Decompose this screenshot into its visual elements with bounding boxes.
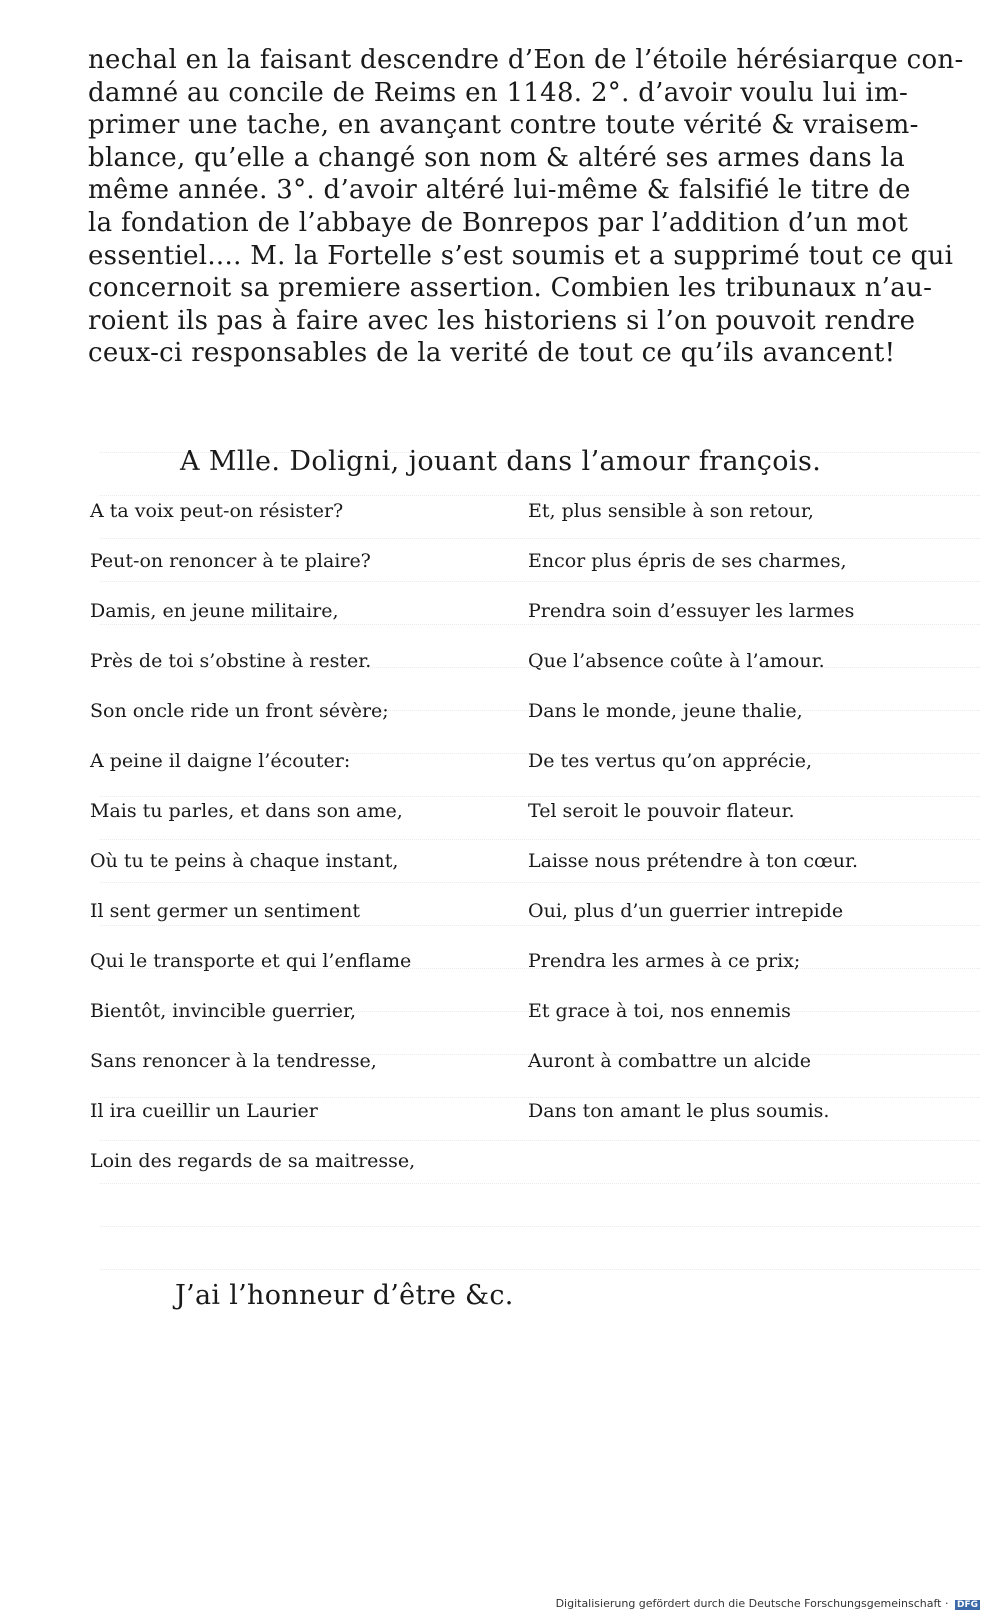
verse-line: Où tu te peins à chaque instant, (90, 850, 399, 872)
verse-line: Prendra les armes à ce prix; (528, 950, 801, 972)
verse-line: Laisse nous prétendre à ton cœur. (528, 850, 859, 872)
verse-line: Oui, plus d’un guerrier intrepide (528, 900, 844, 922)
verse-line: Il ira cueillir un Laurier (90, 1100, 318, 1122)
verse-line: Dans le monde, jeune thalie, (528, 700, 803, 722)
prose-line: roient ils pas à faire avec les historiens si l’on pouvoit rendre (88, 305, 916, 336)
verse-line: Il sent germer un sentiment (90, 900, 360, 922)
prose-line: la fondation de l’abbaye de Bonrepos par l’addition d’un mot (88, 207, 909, 238)
verse-line: Damis, en jeune militaire, (90, 600, 339, 622)
show-through-stripe (100, 1227, 980, 1270)
verse-line: Sans renoncer à la tendresse, (90, 1050, 377, 1072)
prose-line: blance, qu’elle a changé son nom & altéré ses armes dans la (88, 142, 906, 173)
verse-line: Dans ton amant le plus soumis. (528, 1100, 830, 1122)
verse-line: Son oncle ride un front sévère; (90, 700, 389, 722)
show-through-text (100, 410, 980, 1270)
prose-line: concernoit sa premiere assertion. Combien les tribunaux n’au- (88, 273, 933, 304)
prose-paragraph (88, 44, 964, 370)
credit-text: Digitalisierung gefördert durch die Deutsche Forschungsgemeinschaft · (555, 1597, 949, 1610)
verse-line: Mais tu parles, et dans son ame, (90, 800, 403, 822)
show-through-stripe (100, 1184, 980, 1227)
prose-line: essentiel.... M. la Fortelle s’est soumis et a supprimé tout ce qui (88, 240, 954, 271)
verse-line: A ta voix peut-on résister? (90, 500, 344, 522)
prose-line: damné au concile de Reims en 1148. 2°. d’avoir voulu lui im- (88, 77, 909, 108)
prose-line: ceux-ci responsables de la verité de tout ce qu’ils avancent! (88, 338, 896, 369)
verse-line: Et grace à toi, nos ennemis (528, 1000, 791, 1022)
verse-line: Peut-on renoncer à te plaire? (90, 550, 371, 572)
verse-line: A peine il daigne l’écouter: (90, 750, 351, 772)
verse-line: De tes vertus qu’on apprécie, (528, 750, 813, 772)
verse-line: Auront à combattre un alcide (528, 1050, 812, 1072)
dfg-logo: DFG (956, 1600, 978, 1610)
verse-line: Bientôt, invincible guerrier, (90, 1000, 357, 1022)
poem-title: A Mlle. Doligni, jouant dans l’amour françois. (180, 446, 822, 477)
verse-line: Près de toi s’obstine à rester. (90, 650, 372, 672)
verse-line: Et, plus sensible à son retour, (528, 500, 814, 522)
verse-line: Prendra soin d’essuyer les larmes (528, 600, 855, 622)
verse-line: Qui le transporte et qui l’enflame (90, 950, 412, 972)
closing-salutation: J’ai l’honneur d’être &c. (175, 1280, 514, 1311)
verse-line: Que l’absence coûte à l’amour. (528, 650, 825, 672)
verse-line: Loin des regards de sa maitresse, (90, 1150, 416, 1172)
verse-line: Tel seroit le pouvoir flateur. (528, 800, 795, 822)
verse-line: Encor plus épris de ses charmes, (528, 550, 847, 572)
prose-line: même année. 3°. d’avoir altéré lui-même & falsifié le titre de (88, 175, 911, 206)
prose-line: nechal en la faisant descendre d’Eon de l’étoile hérésiarque con- (88, 45, 964, 75)
prose-line: primer une tache, en avançant contre toute vérité & vraisem- (88, 110, 919, 141)
digitization-credit (556, 1597, 980, 1610)
